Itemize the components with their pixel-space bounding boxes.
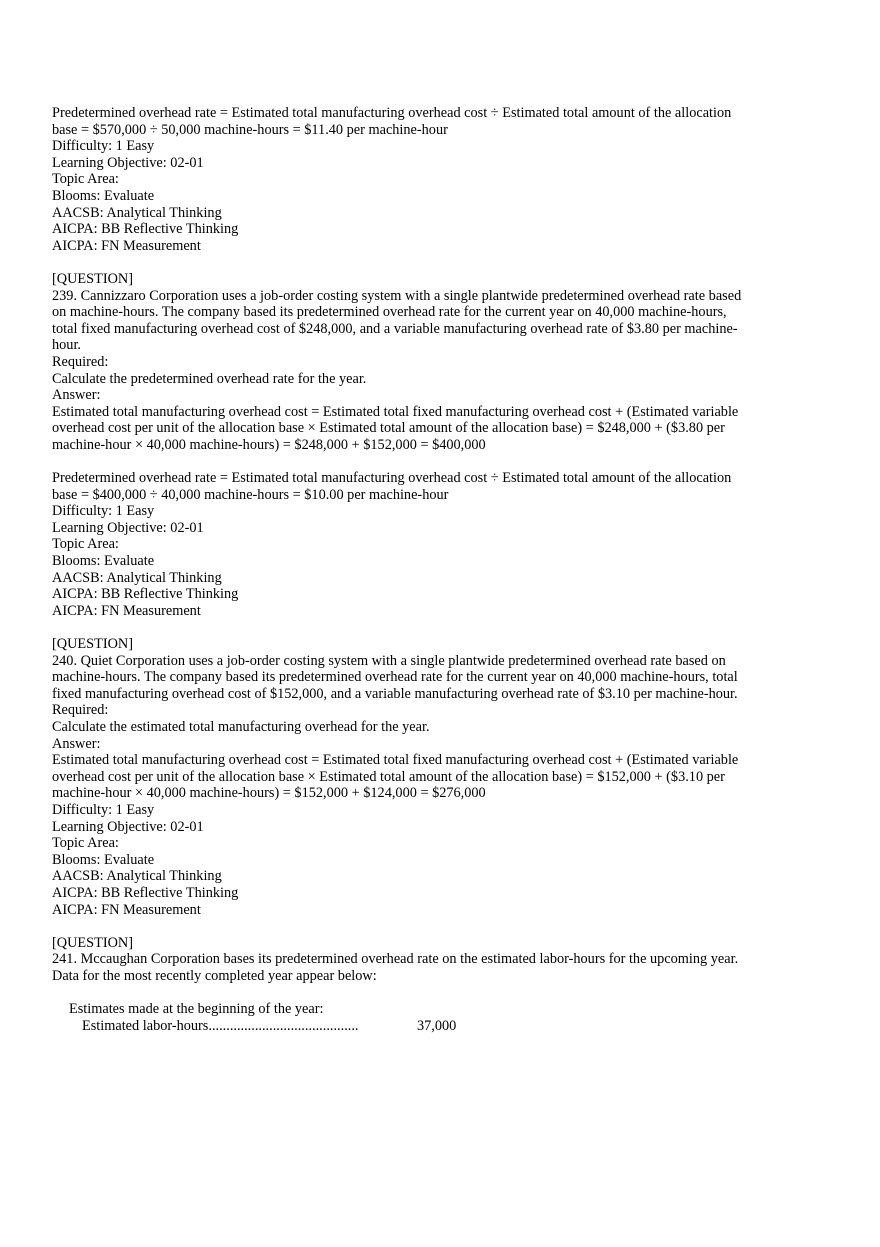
aacsb: AACSB: Analytical Thinking (52, 569, 222, 586)
spacer (52, 918, 752, 935)
question-marker: [QUESTION] (52, 934, 133, 951)
question-text: 239. Cannizzaro Corporation uses a job-order costing system with a single plantwide predetermined overhead rate based on machine-hours. The company based its predetermined overhead rate for the current year on 40,000 machine-hours, total fixed manufacturing overhead cost of $248,000, and a variable manufacturing overhead rate of $3.80 per machine-hour. (52, 287, 742, 354)
estimates-heading: Estimates made at the beginning of the year: (69, 1001, 324, 1018)
aicpa-fn: AICPA: FN Measurement (52, 602, 201, 619)
topic-area: Topic Area: (52, 835, 119, 852)
question-240 (52, 636, 752, 918)
required-label: Required: (52, 702, 109, 719)
question-marker: [QUESTION] (52, 270, 133, 287)
spacer (52, 453, 752, 470)
blooms: Blooms: Evaluate (52, 553, 155, 570)
learning-objective: Learning Objective: 02-01 (52, 818, 204, 835)
learning-objective: Learning Objective: 02-01 (52, 519, 204, 536)
aicpa-bb: AICPA: BB Reflective Thinking (52, 586, 239, 603)
question-238-continuation (52, 105, 752, 254)
estimate-label: Estimated labor-hours.......................................... (82, 1017, 359, 1034)
spacer (52, 619, 752, 636)
answer-text: Predetermined overhead rate = Estimated total manufacturing overhead cost ÷ Estimated total amount of the allocation base = $400,000 ÷ 40,000 machine-hours = $10.00 per machine-hour (52, 470, 732, 503)
document-page (52, 105, 752, 1034)
blooms: Blooms: Evaluate (52, 851, 155, 868)
rate-calculation: Predetermined overhead rate = Estimated total manufacturing overhead cost ÷ Estimated total amount of the allocation base = $570,000 ÷ 50,000 machine-hours = $11.40 per machine-hour (52, 105, 732, 138)
blooms: Blooms: Evaluate (52, 187, 155, 204)
learning-objective: Learning Objective: 02-01 (52, 154, 204, 171)
question-239 (52, 271, 752, 619)
topic-area: Topic Area: (52, 171, 119, 188)
topic-area: Topic Area: (52, 536, 119, 553)
spacer (52, 254, 752, 271)
aacsb: AACSB: Analytical Thinking (52, 868, 222, 885)
aicpa-fn: AICPA: FN Measurement (52, 237, 201, 254)
estimates-table (52, 1001, 752, 1034)
aacsb: AACSB: Analytical Thinking (52, 204, 222, 221)
aicpa-fn: AICPA: FN Measurement (52, 901, 201, 918)
aicpa-bb: AICPA: BB Reflective Thinking (52, 884, 239, 901)
question-text: 240. Quiet Corporation uses a job-order costing system with a single plantwide predetermined overhead rate based on machine-hours. The company based its predetermined overhead rate for the current year on 40,000 machine-hours, total fixed manufacturing overhead cost of $152,000, and a variable manufacturing overhead rate of $3.10 per machine-hour. (52, 652, 738, 702)
question-text: 241. Mccaughan Corporation bases its predetermined overhead rate on the estimated labor-hours for the upcoming year. Data for the most recently completed year appear below: (52, 951, 739, 984)
required-label: Required: (52, 353, 109, 370)
difficulty: Difficulty: 1 Easy (52, 503, 155, 520)
difficulty: Difficulty: 1 Easy (52, 138, 155, 155)
estimate-row (69, 1018, 752, 1035)
question-241 (52, 935, 752, 1035)
question-marker: [QUESTION] (52, 636, 133, 652)
required-text: Calculate the estimated total manufacturing overhead for the year. (52, 718, 430, 735)
aicpa-bb: AICPA: BB Reflective Thinking (52, 221, 239, 238)
estimate-value: 37,000 (417, 1017, 457, 1034)
answer-text: Estimated total manufacturing overhead cost = Estimated total fixed manufacturing overhead cost + (Estimated variable overhead cost per unit of the allocation base × Estimated total amount of the allocation base) = $152,000 + ($3.10 per machine-hour × 40,000 machine-hours) = $152,000 + $124,000 = $276,000 (52, 752, 739, 802)
answer-text: Estimated total manufacturing overhead cost = Estimated total fixed manufacturing overhead cost + (Estimated variable overhead cost per unit of the allocation base × Estimated total amount of the allocation base) = $248,000 + ($3.80 per machine-hour × 40,000 machine-hours) = $248,000 + $152,000 = $400,000 (52, 403, 739, 453)
answer-label: Answer: (52, 387, 101, 404)
difficulty: Difficulty: 1 Easy (52, 801, 155, 818)
answer-label: Answer: (52, 735, 101, 752)
required-text: Calculate the predetermined overhead rate for the year. (52, 370, 367, 387)
